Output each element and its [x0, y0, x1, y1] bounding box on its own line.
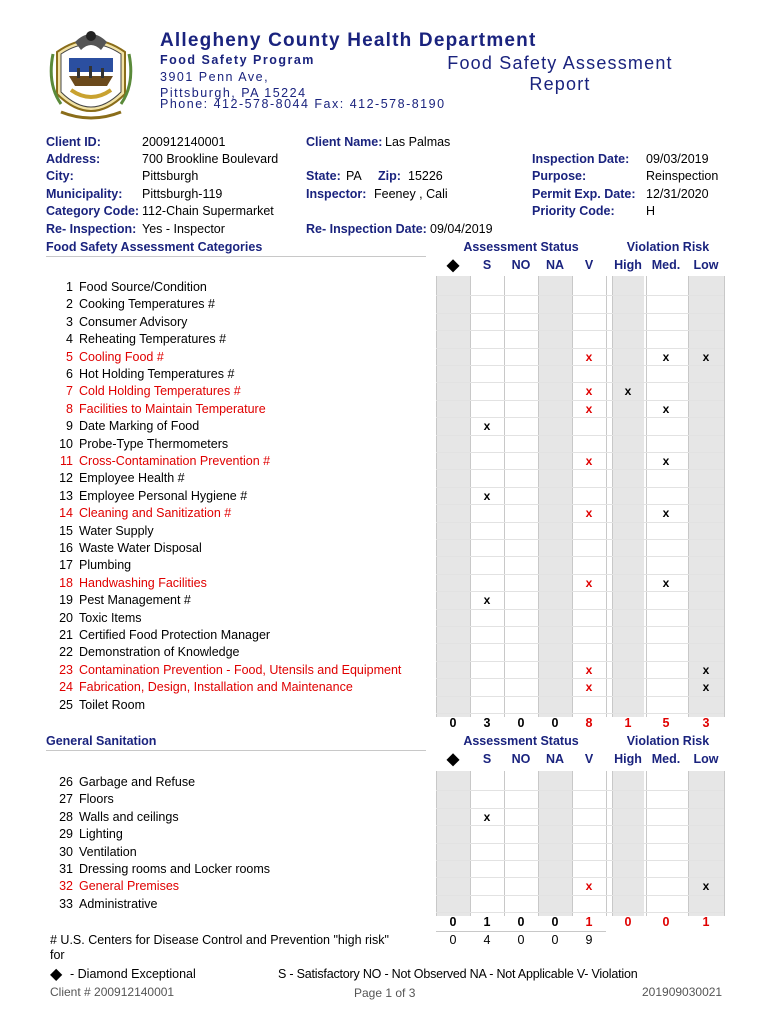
- row-divider: [436, 860, 724, 861]
- row-divider: [436, 382, 724, 383]
- risk-low-mark: x: [702, 680, 710, 695]
- section2-high-header: High: [614, 752, 642, 766]
- section2-title: General Sanitation: [46, 734, 157, 748]
- item-number: 7: [66, 384, 73, 399]
- status-v-mark: x: [585, 401, 593, 416]
- section1-total-high: 1: [624, 716, 632, 730]
- item-name: Employee Personal Hygiene #: [79, 488, 248, 503]
- item-name: Walls and ceilings: [79, 809, 179, 824]
- item-number: 26: [59, 775, 73, 789]
- item-name: Cooling Food #: [79, 349, 164, 364]
- status-v-mark: x: [585, 662, 593, 677]
- reinspection-date-label: Re- Inspection Date:: [306, 222, 427, 236]
- zip-label: Zip:: [378, 169, 401, 183]
- risk-med-mark: x: [662, 454, 670, 468]
- status-s-mark: x: [483, 488, 491, 503]
- item-number: 28: [59, 809, 73, 824]
- status-v-mark: x: [585, 575, 593, 590]
- status-s-mark: x: [483, 419, 491, 434]
- item-name: Probe-Type Thermometers: [79, 436, 229, 451]
- section1-total-no: 0: [517, 716, 525, 730]
- section1-violation-risk-header: Violation Risk: [626, 240, 710, 254]
- item-name: Handwashing Facilities: [79, 575, 207, 590]
- row-divider: [436, 365, 724, 366]
- status-code-legend: S - Satisfactory NO - Not Observed NA - Not Applicable V- Violation: [278, 967, 638, 981]
- purpose-label: Purpose:: [532, 169, 587, 183]
- status-v-mark: x: [585, 680, 593, 695]
- grand-total-rule: [436, 931, 606, 932]
- client-id-label: Client ID:: [46, 135, 101, 149]
- item-number: 22: [59, 645, 73, 660]
- row-divider: [436, 400, 724, 401]
- client-name-label: Client Name:: [306, 135, 383, 149]
- diamond-legend-icon: ◆: [50, 966, 63, 983]
- risk-med-mark: x: [662, 506, 670, 521]
- item-number: 27: [59, 792, 73, 807]
- section1-high-header: High: [614, 258, 642, 272]
- item-name: Consumer Advisory: [79, 314, 188, 329]
- section1-total-na: 0: [551, 716, 559, 730]
- row-divider: [436, 895, 724, 896]
- inspection-date-label: Inspection Date:: [532, 152, 630, 166]
- row-divider: [436, 713, 724, 714]
- item-name: Water Supply: [79, 523, 154, 538]
- item-number: 2: [66, 297, 73, 312]
- section2-med-header: Med.: [651, 752, 681, 766]
- item-number: 11: [60, 454, 73, 468]
- priority-code-value: H: [646, 204, 656, 218]
- report-title-line1: Food Safety Assessment: [447, 53, 673, 73]
- row-divider: [436, 504, 724, 505]
- category-code-value: 112-Chain Supermarket: [142, 204, 274, 218]
- risk-low-mark: x: [702, 349, 710, 364]
- item-number: 4: [66, 332, 73, 347]
- item-name: Pest Management #: [79, 593, 191, 608]
- item-name: Certified Food Protection Manager: [79, 628, 271, 642]
- grand-total-s: 4: [483, 933, 491, 947]
- section2-total-diamond: 0: [449, 915, 457, 929]
- section2-diamond-header-icon: ◆: [446, 751, 460, 768]
- section1-v-header: V: [584, 258, 594, 272]
- address-value: 700 Brookline Boulevard: [142, 152, 279, 166]
- item-number: 12: [59, 471, 73, 486]
- inspector-label: Inspector:: [306, 187, 367, 201]
- item-name: Food Source/Condition: [79, 280, 207, 294]
- item-name: Toilet Room: [79, 697, 145, 712]
- municipality-value: Pittsburgh-119: [142, 187, 223, 201]
- item-number: 29: [59, 827, 73, 842]
- section1-low-header: Low: [693, 258, 719, 272]
- inspector-value: Feeney , Cali: [374, 187, 448, 201]
- permit-exp-label: Permit Exp. Date:: [532, 187, 636, 201]
- item-number: 30: [59, 844, 73, 859]
- purpose-value: Reinspection: [646, 169, 719, 183]
- cdc-note-line2: for: [50, 948, 65, 962]
- risk-low-mark: x: [702, 662, 710, 677]
- section2-total-na: 0: [551, 915, 559, 929]
- item-number: 33: [59, 896, 73, 911]
- diamond-legend-text: - Diamond Exceptional: [70, 967, 196, 981]
- address-label: Address:: [46, 152, 101, 166]
- item-name: Garbage and Refuse: [79, 775, 196, 789]
- status-v-mark: x: [585, 454, 593, 468]
- row-divider: [436, 825, 724, 826]
- status-v-mark: x: [585, 879, 593, 894]
- item-name: Cleaning and Sanitization #: [79, 506, 232, 521]
- reinspection-value: Yes - Inspector: [142, 222, 225, 236]
- report-title-line2: Report: [529, 74, 591, 94]
- permit-exp-value: 12/31/2020: [646, 187, 709, 201]
- section1-med-header: Med.: [651, 258, 681, 272]
- risk-med-mark: x: [662, 401, 670, 416]
- item-name: Facilities to Maintain Temperature: [79, 401, 266, 416]
- item-number: 23: [59, 662, 73, 677]
- row-divider: [436, 487, 724, 488]
- reinspection-label: Re- Inspection:: [46, 222, 137, 236]
- section2-total-s: 1: [483, 915, 491, 929]
- item-number: 15: [59, 523, 73, 538]
- item-name: Cross-Contamination Prevention #: [79, 454, 271, 468]
- row-divider: [436, 435, 724, 436]
- risk-high-mark: x: [624, 384, 632, 399]
- city-value: Pittsburgh: [142, 169, 199, 183]
- status-v-mark: x: [585, 506, 593, 521]
- section2-title-rule: [46, 750, 426, 751]
- item-number: 31: [59, 862, 73, 876]
- item-number: 1: [66, 280, 73, 294]
- item-name: Hot Holding Temperatures #: [79, 367, 235, 381]
- state-label: State:: [306, 169, 341, 183]
- row-divider: [436, 643, 724, 644]
- status-v-mark: x: [585, 349, 593, 364]
- row-divider: [436, 522, 724, 523]
- item-number: 17: [59, 558, 73, 573]
- section1-total-med: 5: [662, 716, 670, 730]
- row-divider: [436, 843, 724, 844]
- item-number: 32: [59, 879, 73, 894]
- item-number: 24: [59, 680, 73, 695]
- section1-assessment-status-header: Assessment Status: [463, 240, 579, 254]
- row-divider: [436, 591, 724, 592]
- row-divider: [436, 912, 724, 913]
- county-seal-logo: [47, 24, 135, 128]
- row-divider: [436, 808, 724, 809]
- section1-title: Food Safety Assessment Categories: [46, 240, 263, 254]
- row-divider: [436, 609, 724, 610]
- section2-total-no: 0: [517, 915, 525, 929]
- section2-total-v: 1: [585, 915, 593, 929]
- item-name: Cold Holding Temperatures #: [79, 384, 241, 399]
- row-divider: [436, 678, 724, 679]
- row-divider: [436, 877, 724, 878]
- section2-violation-risk-header: Violation Risk: [626, 734, 710, 748]
- row-divider: [436, 452, 724, 453]
- cdc-note-line1: # U.S. Centers for Disease Control and Prevention "high risk": [50, 933, 389, 947]
- phone-fax: Phone: 412-578-8044 Fax: 412-578-8190: [160, 97, 446, 111]
- section2-total-high: 0: [624, 915, 632, 929]
- row-divider: [436, 348, 724, 349]
- risk-low-mark: x: [702, 879, 710, 894]
- row-divider: [436, 696, 724, 697]
- risk-med-mark: x: [662, 349, 670, 364]
- item-number: 20: [59, 610, 73, 625]
- item-number: 9: [66, 419, 73, 434]
- item-number: 19: [59, 593, 73, 608]
- item-name: Dressing rooms and Locker rooms: [79, 862, 271, 876]
- section2-total-med: 0: [662, 915, 670, 929]
- address-line-1: 3901 Penn Ave,: [160, 70, 270, 84]
- item-name: Waste Water Disposal: [79, 541, 202, 555]
- item-number: 13: [59, 488, 73, 503]
- risk-med-mark: x: [662, 575, 670, 590]
- row-divider: [436, 574, 724, 575]
- section2-s-header: S: [482, 752, 492, 766]
- section1-s-header: S: [482, 258, 492, 272]
- grand-total-na: 0: [551, 933, 559, 947]
- row-divider: [436, 626, 724, 627]
- page-number: Page 1 of 3: [354, 986, 416, 1000]
- item-number: 10: [59, 436, 73, 451]
- row-divider: [436, 556, 724, 557]
- row-divider: [436, 539, 724, 540]
- item-name: Cooking Temperatures #: [79, 297, 215, 312]
- item-name: Ventilation: [79, 844, 137, 859]
- row-divider: [436, 661, 724, 662]
- item-name: Employee Health #: [79, 471, 185, 486]
- status-s-mark: x: [483, 809, 491, 824]
- inspection-date-value: 09/03/2019: [646, 152, 709, 166]
- status-v-mark: x: [585, 384, 593, 399]
- section1-total-diamond: 0: [449, 716, 457, 730]
- section1-total-v: 8: [585, 716, 593, 730]
- item-name: Lighting: [79, 827, 123, 842]
- item-name: General Premises: [79, 879, 180, 894]
- item-number: 5: [66, 349, 73, 364]
- item-name: Administrative: [79, 896, 158, 911]
- grand-total-v: 9: [585, 933, 593, 947]
- section2-v-header: V: [584, 752, 594, 766]
- org-name: Allegheny County Health Department: [160, 30, 537, 51]
- section1-total-s: 3: [483, 716, 491, 730]
- item-name: Reheating Temperatures #: [79, 332, 227, 347]
- category-code-label: Category Code:: [46, 204, 140, 218]
- item-name: Date Marking of Food: [79, 419, 200, 434]
- grand-total-diamond: 0: [449, 933, 457, 947]
- row-divider: [436, 330, 724, 331]
- priority-code-label: Priority Code:: [532, 204, 615, 218]
- item-number: 25: [59, 697, 73, 712]
- section1-title-rule: [46, 256, 426, 257]
- section2-low-header: Low: [693, 752, 719, 766]
- footer-client-number: Client # 200912140001: [50, 985, 175, 999]
- section2-no-header: NO: [511, 752, 531, 766]
- item-number: 8: [66, 401, 73, 416]
- section1-no-header: NO: [511, 258, 531, 272]
- item-number: 21: [59, 628, 73, 642]
- section1-diamond-header-icon: ◆: [446, 257, 460, 274]
- item-number: 3: [66, 314, 73, 329]
- item-name: Demonstration of Knowledge: [79, 645, 240, 660]
- client-id-value: 200912140001: [142, 135, 226, 149]
- item-name: Floors: [79, 792, 114, 807]
- item-number: 16: [59, 541, 73, 555]
- item-name: Fabrication, Design, Installation and Maintenance: [79, 680, 353, 695]
- address-line-2: Pittsburgh, PA 15224: [160, 86, 307, 100]
- row-divider: [436, 417, 724, 418]
- item-number: 18: [59, 575, 73, 590]
- row-divider: [436, 313, 724, 314]
- item-name: Plumbing: [79, 558, 132, 573]
- municipality-label: Municipality:: [46, 187, 123, 201]
- section2-na-header: NA: [545, 752, 565, 766]
- item-name: Contamination Prevention - Food, Utensils and Equipment: [79, 662, 402, 677]
- row-divider: [436, 295, 724, 296]
- row-divider: [436, 469, 724, 470]
- zip-value: 15226: [408, 169, 443, 183]
- item-name: Toxic Items: [79, 610, 142, 625]
- section1-na-header: NA: [545, 258, 565, 272]
- client-name-value: Las Palmas: [385, 135, 451, 149]
- row-divider: [436, 790, 724, 791]
- section2-total-low: 1: [702, 915, 710, 929]
- grand-total-no: 0: [517, 933, 525, 947]
- state-value: PA: [346, 169, 362, 183]
- item-number: 6: [66, 367, 73, 381]
- city-label: City:: [46, 169, 74, 183]
- program-name: Food Safety Program: [160, 53, 315, 67]
- document-id: 201909030021: [642, 985, 723, 999]
- status-s-mark: x: [483, 593, 491, 608]
- section1-total-low: 3: [702, 716, 710, 730]
- item-number: 14: [59, 506, 73, 521]
- reinspection-date-value: 09/04/2019: [430, 222, 493, 236]
- section2-assessment-status-header: Assessment Status: [463, 734, 579, 748]
